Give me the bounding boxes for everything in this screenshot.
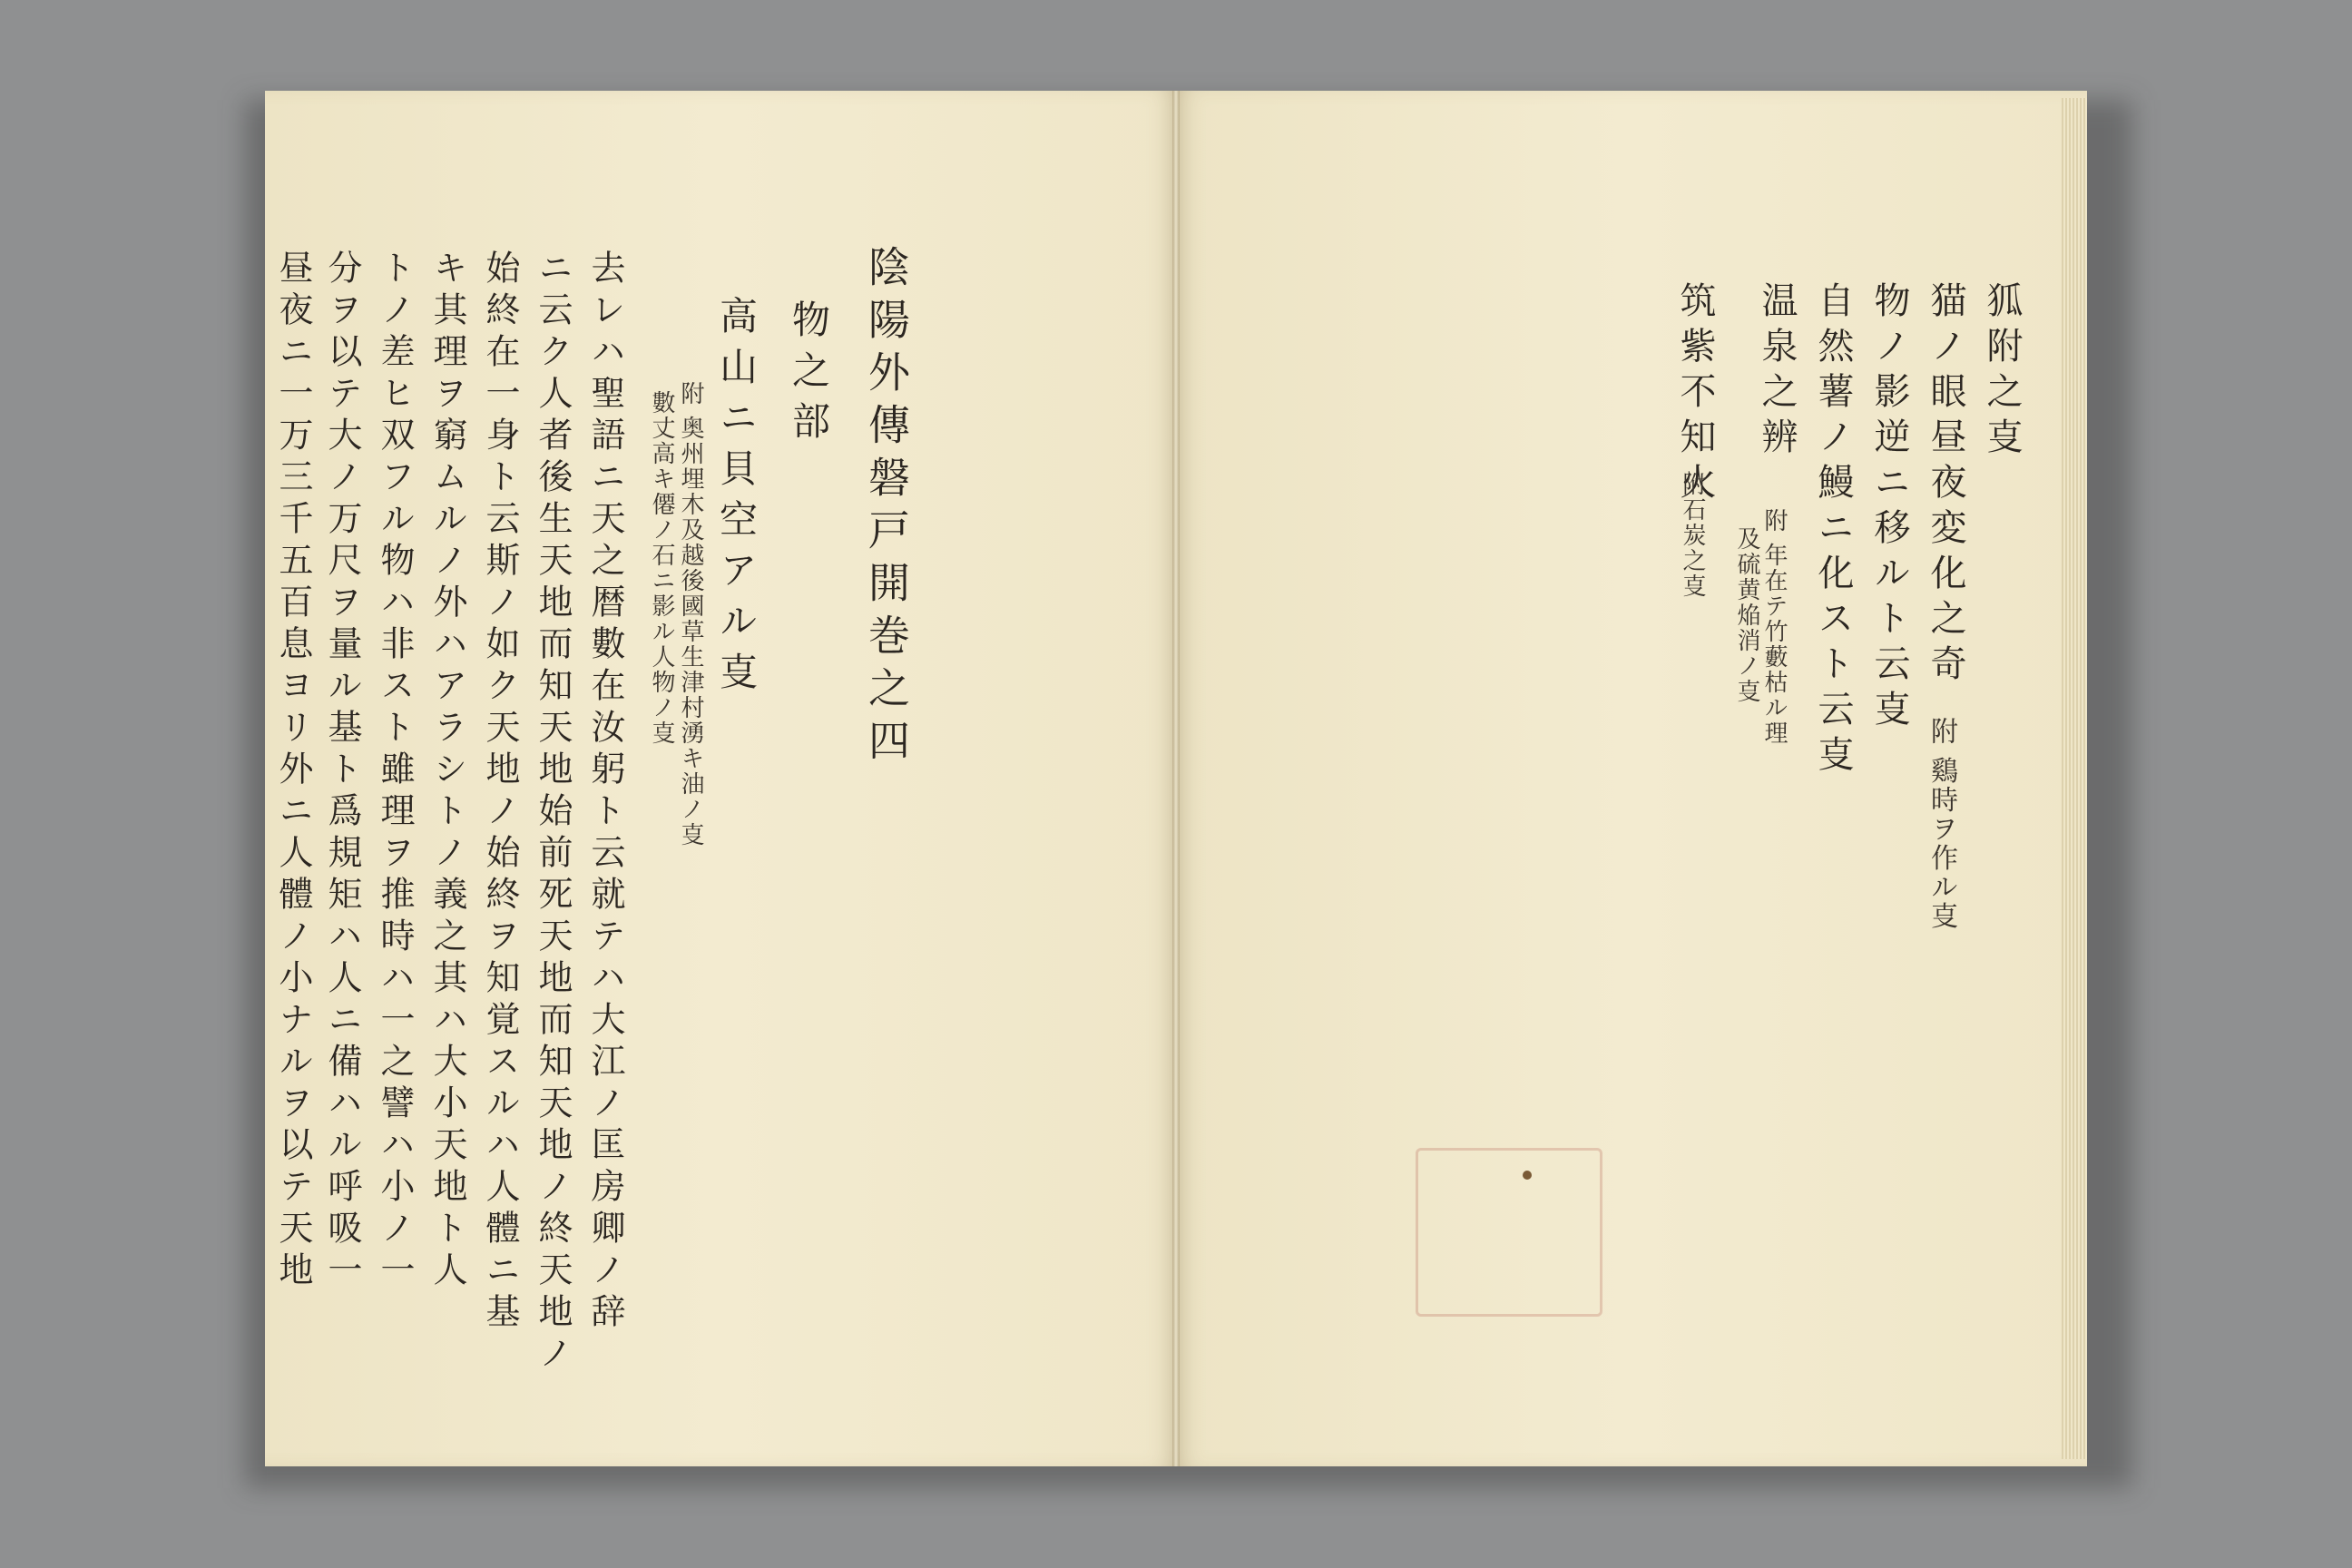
left-page <box>265 91 1176 1466</box>
body-line-6: 分ヲ以テ大ノ万尺ヲ量ル基ト爲規矩ハ人ニ備ハル呼吸一 <box>322 250 362 1293</box>
toc-item-1: 狐附之㕝 <box>1981 281 2023 463</box>
toc-item-2: 猫ノ眼昼夜変化之奇 <box>1925 281 1966 690</box>
toc-note-2: 附 年在テ竹藪枯ル理 <box>1760 508 1788 747</box>
body-line-7: 昼夜ニ一万三千五百息ヨリ外ニ人體ノ小ナルヲ以テ天地 <box>273 250 313 1293</box>
section-title: 物之部 <box>787 299 831 452</box>
toc-note-3: 及硫黄焔消ノ㕝 <box>1733 526 1760 704</box>
heading-note-2: 數丈高キ僊ノ石ニ影ル人物ノ㕝 <box>648 390 675 746</box>
toc-note-1: 附 鷄時ヲ作ル㕝 <box>1926 717 1957 931</box>
toc-item-6: 筑紫不知火 <box>1674 281 1716 508</box>
toc-item-4: 自然薯ノ鰻ニ化スト云㕝 <box>1812 281 1854 780</box>
heading-note-1: 附 奥州埋木及越後國草生津村湧キ油ノ㕝 <box>677 381 704 848</box>
body-line-3: 始終在一身ト云斯ノ如ク天地ノ始終ヲ知覚スルハ人體ニ基 <box>480 250 520 1335</box>
open-book <box>265 91 2087 1466</box>
book-gutter <box>1172 91 1180 1466</box>
body-line-1: 去レハ聖語ニ天之暦數在汝躬ト云就テハ大江ノ匡房卿ノ辞 <box>585 250 625 1335</box>
volume-title: 陰陽外傳磐戸開巻之四 <box>862 245 911 771</box>
paper-spot <box>1523 1171 1532 1180</box>
body-line-5: トノ差ヒ双フル物ハ非スト雖理ヲ推時ハ一之譬ハ小ノ一 <box>375 250 415 1293</box>
body-line-4: キ其理ヲ窮ムルノ外ハアラシトノ義之其ハ大小天地ト人 <box>427 250 467 1293</box>
right-page <box>1176 91 2087 1466</box>
page-edges <box>2062 98 2087 1459</box>
bleed-through-seal <box>1416 1148 1602 1317</box>
toc-item-5: 温泉之辨 <box>1756 281 1798 463</box>
body-line-2: ニ云ク人者後生天地而知天地始前死天地而知天地ノ終天地ノ <box>533 250 573 1377</box>
toc-item-3: 物ノ影逆ニ移ルト云㕝 <box>1868 281 1910 735</box>
chapter-heading: 高山ニ貝空アル㕝 <box>714 296 759 702</box>
toc-note-4: 附石炭之㕝 <box>1679 472 1706 599</box>
